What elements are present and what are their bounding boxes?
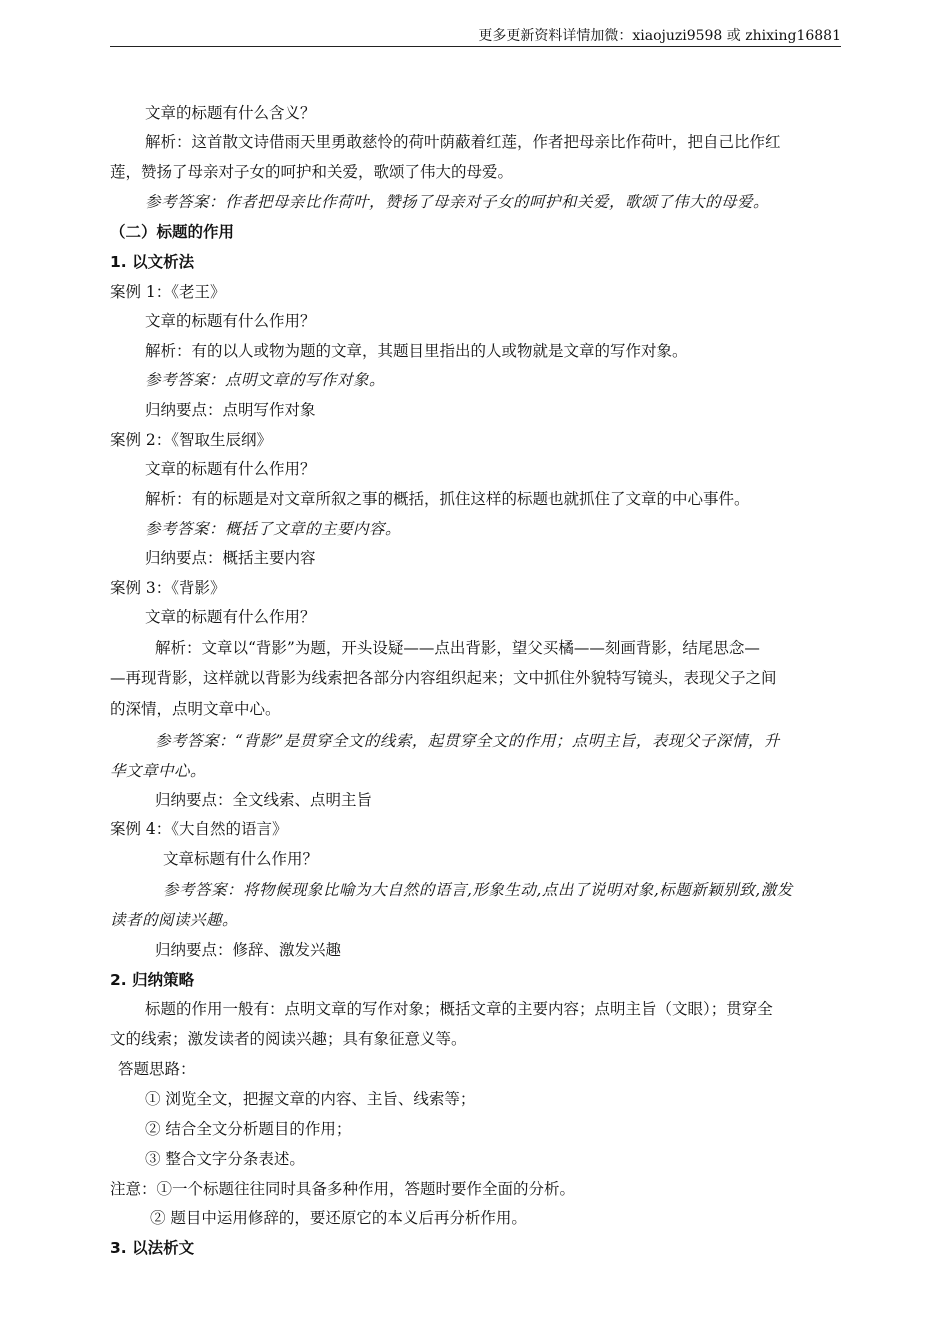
analysis-text: 莲，赞扬了母亲对子女的呵护和关爱，歌颂了伟大的母爱。 [110,163,514,181]
case-title: 案例 3：《背影》 [110,579,226,597]
summary-point: 归纳要点：点明写作对象 [145,401,316,419]
section-heading: （二）标题的作用 [110,223,235,241]
reference-answer: 参考答案：概括了文章的主要内容。 [145,520,402,538]
question-text: 文章标题有什么作用？ [163,850,319,868]
list-item: ① 浏览全文，把握文章的内容、主旨、线索等； [145,1090,476,1108]
case-title: 案例 2：《智取生辰纲》 [110,431,273,449]
subsection-heading: 3. 以法析文 [110,1239,195,1257]
subsection-heading: 1. 以文析法 [110,253,195,271]
body-text: 文的线索；激发读者的阅读兴趣；具有象征意义等。 [110,1030,467,1048]
analysis-text: 解析：文章以“背影”为题，开头设疑——点出背影，望父买橘——刻画背影，结尾思念— [155,639,760,657]
note-text: 注意：①一个标题往往同时具备多种作用，答题时要作全面的分析。 [110,1180,576,1198]
summary-point: 归纳要点：概括主要内容 [145,549,316,567]
header-contact-text: 更多更新资料详情加微：xiaojuzi9598 或 zhixing16881 [478,28,841,44]
subsection-heading: 2. 归纳策略 [110,971,195,989]
analysis-text: 解析：这首散文诗借雨天里勇敢慈怜的荷叶荫蔽着红莲，作者把母亲比作荷叶，把自己比作红 [145,133,781,151]
reference-answer: 参考答案：作者把母亲比作荷叶，赞扬了母亲对子女的呵护和关爱，歌颂了伟大的母爱。 [145,193,770,211]
list-item: ③ 整合文字分条表述。 [145,1150,305,1168]
case-title: 案例 1：《老王》 [110,283,226,301]
analysis-text: 解析：有的标题是对文章所叙之事的概括，抓住这样的标题也就抓住了文章的中心事件。 [145,490,750,508]
analysis-text: —再现背影，这样就以背影为线索把各部分内容组织起来；文中抓住外貌特写镜头，表现父子之间 [110,669,777,687]
summary-point: 归纳要点：修辞、激发兴趣 [155,941,342,959]
body-text: 答题思路： [118,1060,196,1078]
question-text: 文章的标题有什么含义？ [145,104,316,122]
body-text: 标题的作用一般有：点明文章的写作对象；概括文章的主要内容；点明主旨（文眼）；贯穿全 [145,1000,773,1018]
page-header [110,27,841,47]
question-text: 文章的标题有什么作用？ [145,312,316,330]
reference-answer: 参考答案：将物候现象比喻为大自然的语言,形象生动,点出了说明对象,标题新颖别致,激发 [163,881,793,899]
analysis-text: 的深情，点明文章中心。 [110,700,281,718]
question-text: 文章的标题有什么作用？ [145,608,316,626]
summary-point: 归纳要点：全文线索、点明主旨 [155,791,373,809]
reference-answer: 参考答案：点明文章的写作对象。 [145,371,386,389]
case-title: 案例 4：《大自然的语言》 [110,820,288,838]
question-text: 文章的标题有什么作用？ [145,460,316,478]
reference-answer: 华文章中心。 [110,762,207,780]
reference-answer: 读者的阅读兴趣。 [110,911,239,929]
note-text: ② 题目中运用修辞的，要还原它的本义后再分析作用。 [150,1209,527,1227]
reference-answer: 参考答案：“背影”是贯穿全文的线索，起贯穿全文的作用；点明主旨，表现父子深情，升 [155,732,780,750]
list-item: ② 结合全文分析题目的作用； [145,1120,352,1138]
analysis-text: 解析：有的以人或物为题的文章，其题目里指出的人或物就是文章的写作对象。 [145,342,688,360]
